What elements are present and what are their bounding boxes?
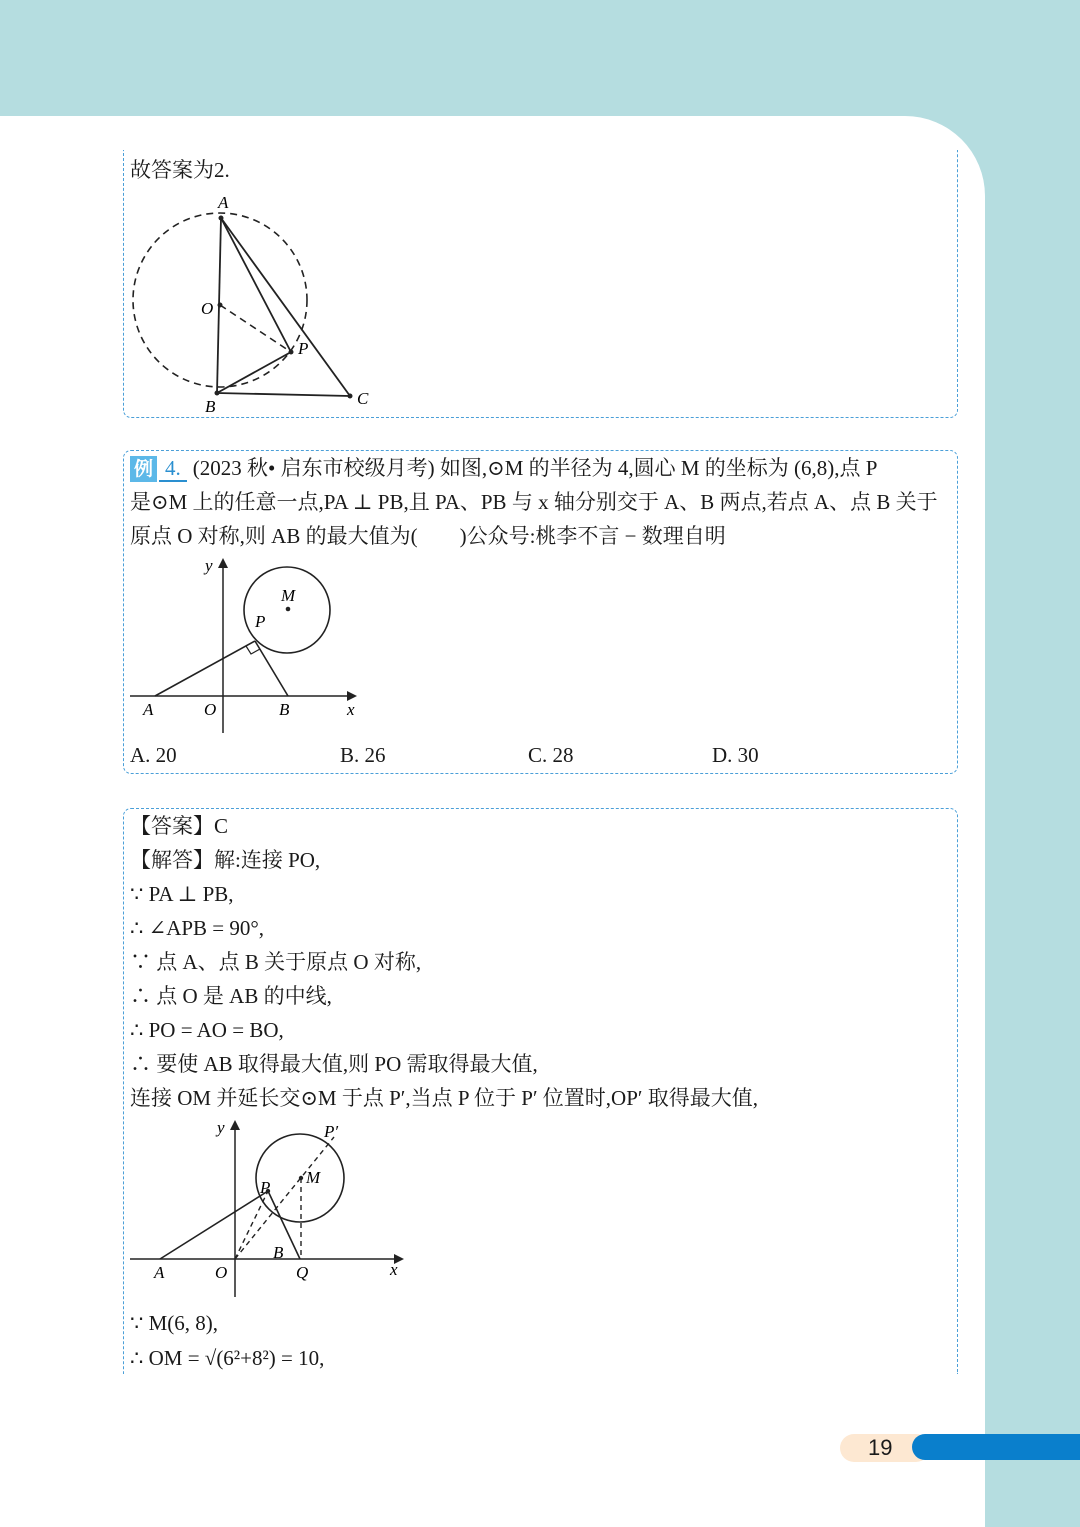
option-c[interactable]: C. 28 [528, 743, 574, 767]
fig3-label-q: Q [296, 1263, 309, 1282]
fig3-label-x: x [390, 1260, 398, 1279]
example-line-1-text: (2023 秋• 启东市校级月考) 如图,⊙M 的半径为 4,圆心 M 的坐标为 (6,8),点 P [192, 456, 878, 480]
fig1-label-a: A [218, 193, 229, 212]
solution-line-4: ∵ 点 A、点 B 关于原点 O 对称, [130, 950, 422, 974]
fig3-label-p-prime: P′ [324, 1122, 339, 1141]
option-d[interactable]: D. 30 [712, 743, 759, 767]
fig2-label-p: P [255, 612, 266, 631]
conclusion-text: 故答案为2. [130, 158, 230, 182]
fig3-label-y: y [217, 1118, 225, 1137]
solution-line-10: ∴ OM = √(6²+8²) = 10, [130, 1346, 325, 1370]
fig2-label-y: y [205, 556, 213, 575]
fig3-label-o: O [215, 1263, 228, 1282]
solution-line-7: ∴ 要使 AB 取得最大值,则 PO 需取得最大值, [130, 1052, 538, 1076]
fig2-label-m: M [281, 586, 296, 605]
example-line-3: 原点 O 对称,则 AB 的最大值为( )公众号:桃李不言 − 数理自明 [130, 524, 726, 548]
fig2-label-x: x [347, 700, 355, 719]
example-number: 4. [159, 456, 187, 482]
figure-circle-triangle [125, 192, 385, 417]
fig2-label-a: A [143, 700, 154, 719]
page-number: 19 [868, 1435, 893, 1460]
figure-solution-axes [125, 1115, 415, 1300]
option-a[interactable]: A. 20 [130, 743, 177, 767]
fig3-label-p: P [260, 1178, 271, 1197]
fig1-label-c: C [357, 389, 369, 408]
example-badge: 例 [130, 456, 157, 482]
example-line-1 [130, 455, 877, 482]
page-accent-bar [912, 1434, 1080, 1460]
option-b[interactable]: B. 26 [340, 743, 386, 767]
fig3-label-b: B [273, 1243, 284, 1262]
fig1-label-p: P [298, 339, 309, 358]
fig2-label-o: O [204, 700, 217, 719]
solution-line-8: 连接 OM 并延长交⊙M 于点 P′,当点 P 位于 P′ 位置时,OP′ 取得最大值, [130, 1086, 758, 1110]
solution-line-6: ∴ PO = AO = BO, [130, 1018, 284, 1042]
example-line-2: 是⊙M 上的任意一点,PA ⊥ PB,且 PA、PB 与 x 轴分别交于 A、B 两点,若点 A、点 B 关于 [130, 490, 938, 514]
figure-example-axes [125, 555, 375, 735]
answer-line: 【答案】C [130, 814, 229, 838]
solution-line-9: ∵ M(6, 8), [130, 1311, 219, 1335]
solution-line-2: ∵ PA ⊥ PB, [130, 882, 234, 906]
solution-line-3: ∴ ∠APB = 90°, [130, 916, 265, 940]
fig1-label-b: B [205, 397, 216, 416]
fig2-label-b: B [279, 700, 290, 719]
solution-line-1: 【解答】解:连接 PO, [130, 848, 321, 872]
fig3-label-a: A [154, 1263, 165, 1282]
fig1-label-o: O [201, 299, 214, 318]
solution-line-5: ∴ 点 O 是 AB 的中线, [130, 984, 332, 1008]
fig3-label-m: M [306, 1168, 321, 1187]
